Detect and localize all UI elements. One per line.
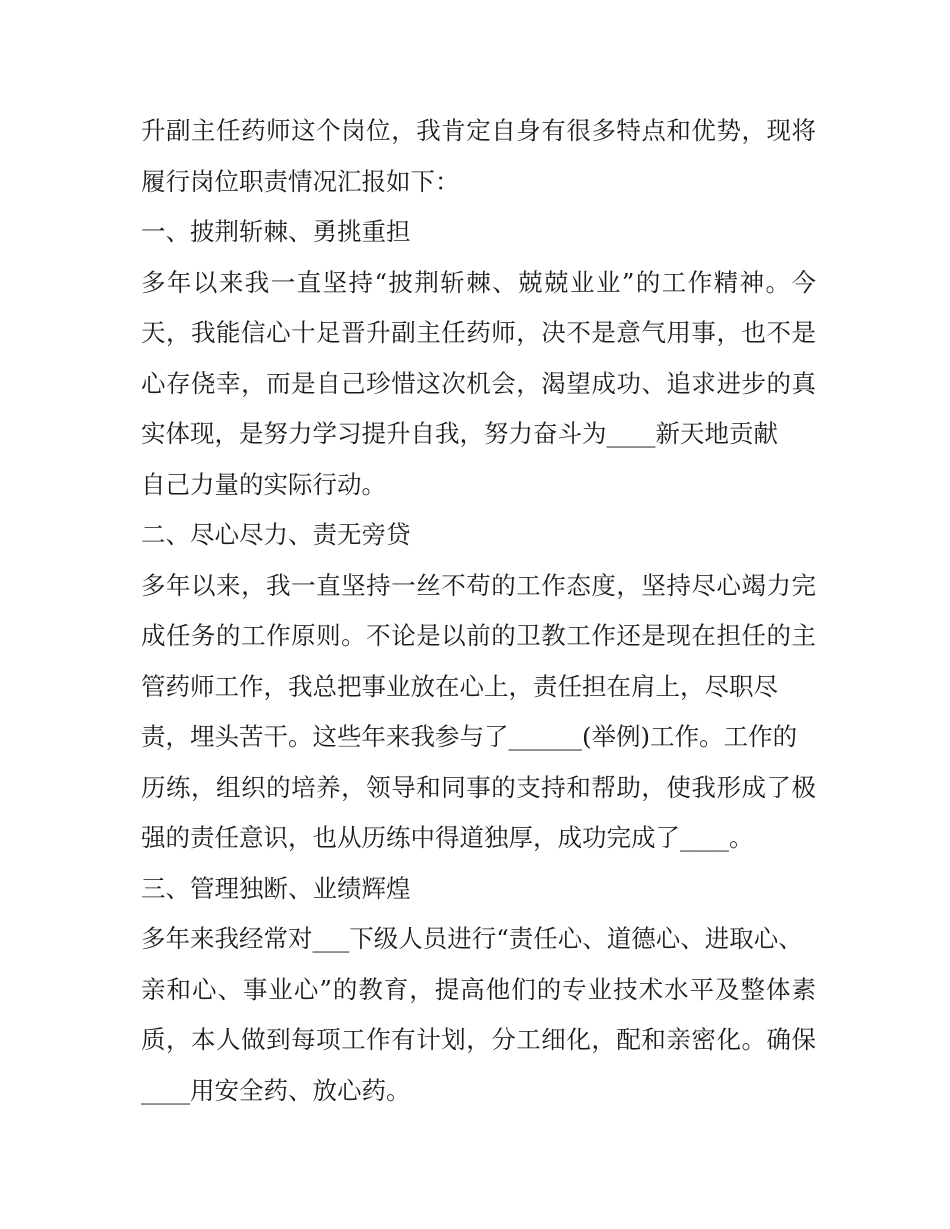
paragraph-line: 履行岗位职责情况汇报如下： <box>141 166 460 196</box>
section-heading: 三、管理独断、业绩辉煌 <box>141 873 411 903</box>
paragraph-line: 自己力量的实际行动。 <box>141 469 386 499</box>
paragraph-line: 历练，组织的培养，领导和同事的支持和帮助，使我形成了极 <box>141 772 816 802</box>
paragraph-line: 心存侥幸，而是自己珍惜这次机会，渴望成功、追求进步的真 <box>141 368 816 398</box>
section-heading: 二、尽心尽力、责无旁贷 <box>141 520 411 549</box>
paragraph-line: 强的责任意识，也从历练中得道独厚，成功完成了____。 <box>141 823 754 852</box>
paragraph-line: 天，我能信心十足晋升副主任药师，决不是意气用事，也不是 <box>141 318 816 347</box>
paragraph-line: 亲和心、事业心”的教育，提高他们的专业技术水平及整体素 <box>141 974 816 1004</box>
paragraph-line: 质，本人做到每项工作有计划，分工细化，配和亲密化。确保 <box>141 1025 816 1054</box>
section-heading: 一、披荆斩棘、勇挑重担 <box>141 217 411 246</box>
paragraph-line: 实体现，是努力学习提升自我，努力奋斗为____新天地贡献 <box>141 419 778 448</box>
paragraph-line: 多年以来，我一直坚持一丝不苟的工作态度，坚持尽心竭力完 <box>141 570 816 600</box>
document-body <box>141 106 816 1116</box>
paragraph-line: 多年来我经常对___下级人员进行“责任心、道德心、进取心、 <box>141 924 803 953</box>
paragraph-line: 责，埋头苦干。这些年来我参与了______(举例)工作。工作的 <box>141 722 798 751</box>
paragraph-line: 成任务的工作原则。不论是以前的卫教工作还是现在担任的主 <box>141 621 816 650</box>
paragraph-line: 多年以来我一直坚持“披荆斩棘、兢兢业业”的工作精神。今 <box>141 267 816 297</box>
paragraph-line: ____用安全药、放心药。 <box>141 1075 411 1105</box>
paragraph-line: 管药师工作，我总把事业放在心上，责任担在肩上，尽职尽 <box>141 671 778 701</box>
paragraph-line: 升副主任药师这个岗位，我肯定自身有很多特点和优势，现将 <box>141 116 816 145</box>
